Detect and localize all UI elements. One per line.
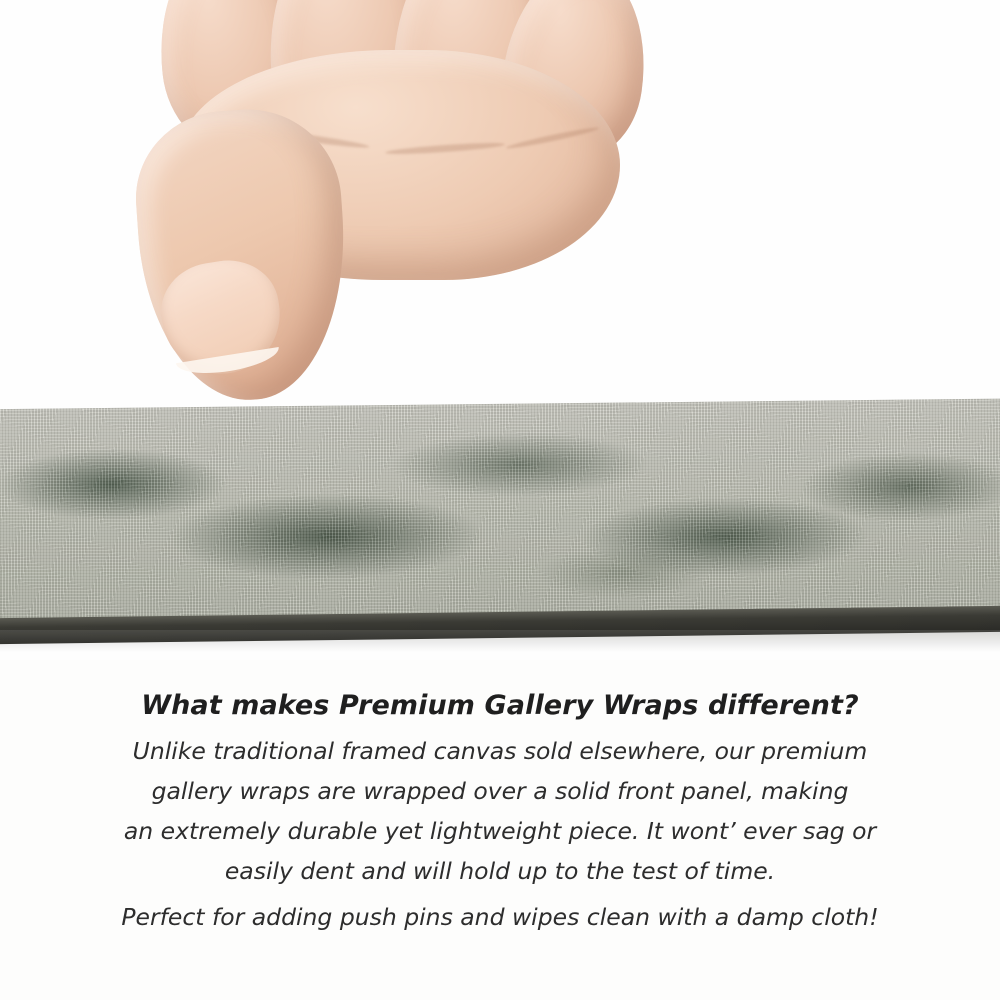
caption-line: easily dent and will hold up to the test of time. (224, 857, 776, 885)
hand-illustration (120, 0, 640, 440)
caption-body (0, 731, 1000, 937)
caption-line: an extremely durable yet lightweight piece. It wont’ ever sag or (123, 817, 877, 845)
caption-title: What makes Premium Gallery Wraps different? (141, 690, 859, 721)
canvas-wrap-edge (0, 399, 1000, 628)
thumbnail-shape (154, 253, 288, 382)
caption-closing-line: Perfect for adding push pins and wipes clean with a damp cloth! (121, 903, 879, 931)
canvas-wrap-shadow (0, 630, 1000, 652)
thumb-shape (130, 103, 355, 407)
caption-line: Unlike traditional framed canvas sold elsewhere, our premium (132, 737, 868, 765)
caption-block (0, 690, 1000, 937)
caption-line: gallery wraps are wrapped over a solid front panel, making (151, 777, 849, 805)
